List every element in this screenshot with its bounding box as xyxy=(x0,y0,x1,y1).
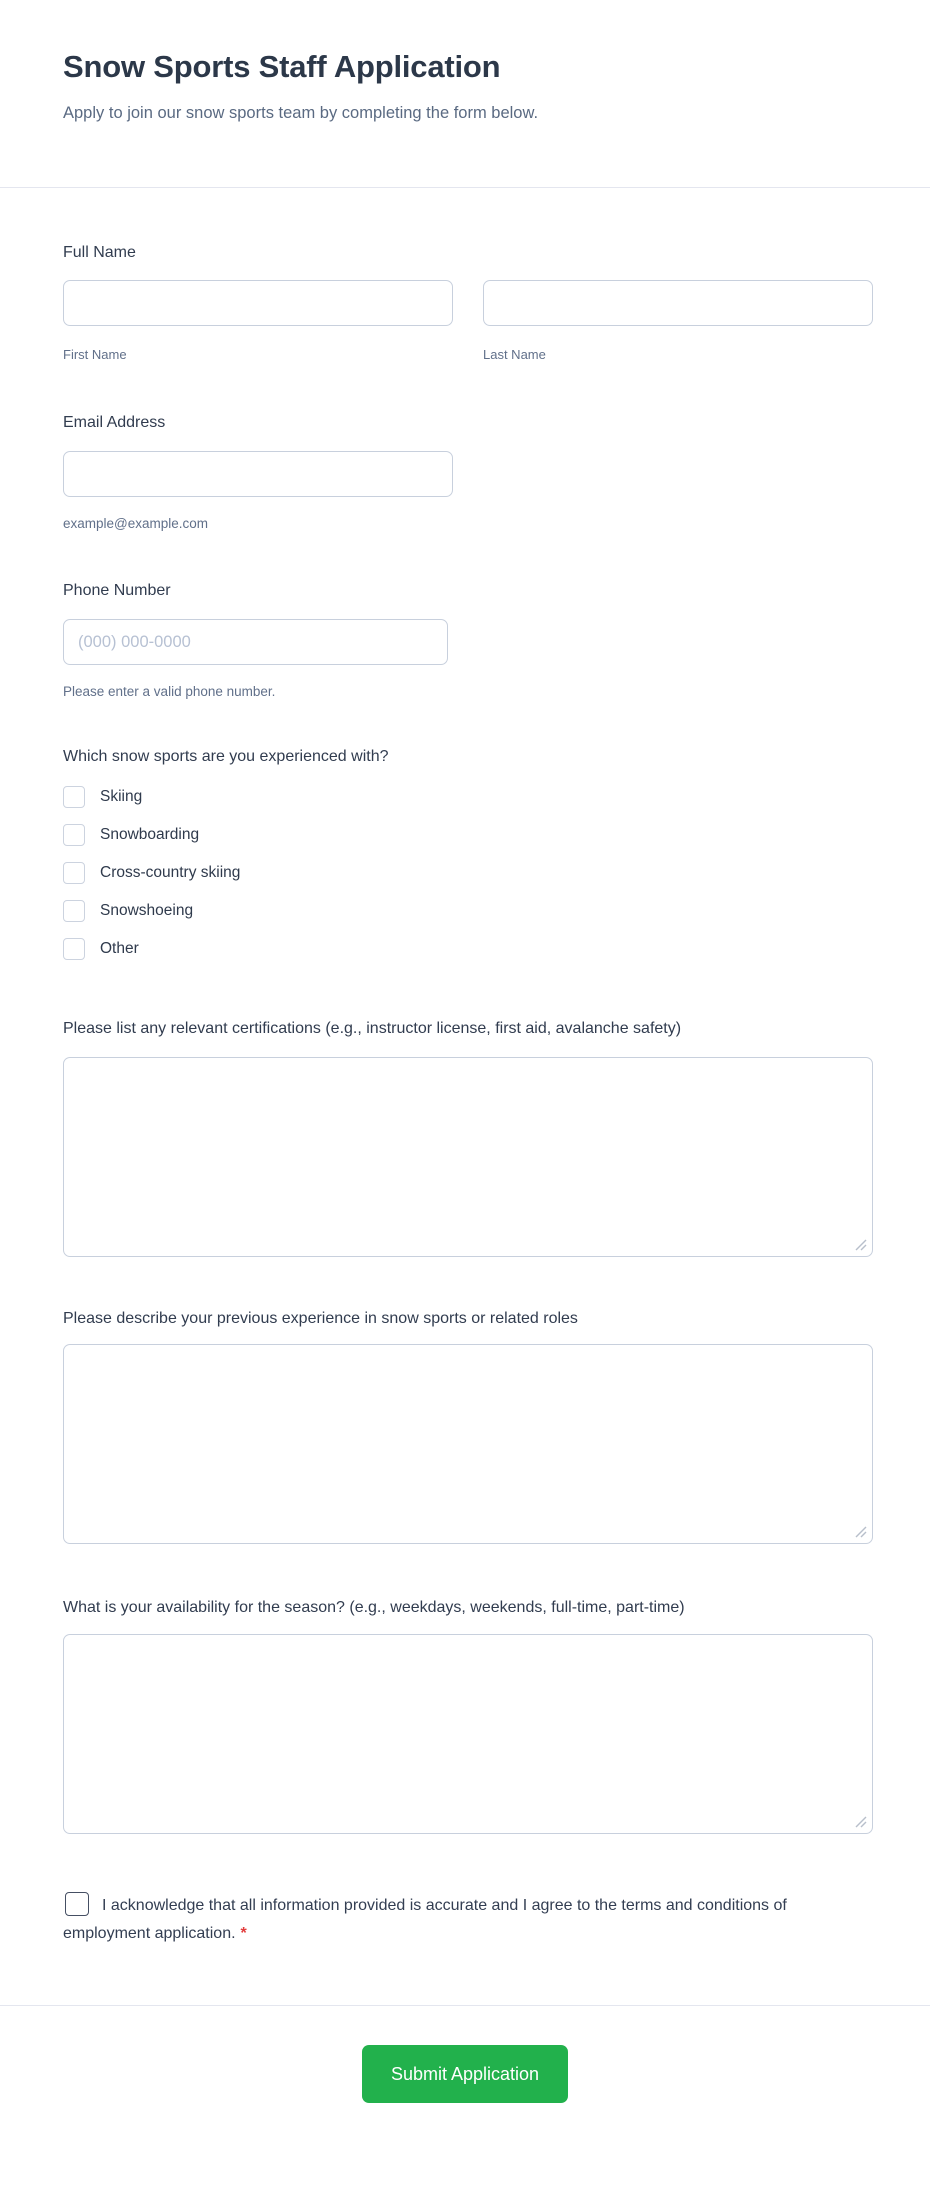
skiing-checkbox[interactable] xyxy=(63,786,85,808)
cross-country-checkbox[interactable] xyxy=(63,862,85,884)
certifications-textarea[interactable] xyxy=(63,1057,873,1257)
last-name-input[interactable] xyxy=(483,280,873,326)
question-snow-sports xyxy=(63,747,873,960)
question-certifications xyxy=(63,1017,873,1257)
availability-label: What is your availability for the season? (e.g., weekdays, weekends, full-time, part-time) xyxy=(63,1599,685,1616)
first-name-sublabel: First Name xyxy=(63,347,127,362)
snowboarding-label: Snowboarding xyxy=(100,826,200,843)
certifications-label: Please list any relevant certifications (e.g., instructor license, first aid, avalanche safety) xyxy=(63,1020,682,1037)
submit-application-button[interactable]: Submit Application xyxy=(362,2045,568,2103)
form-body xyxy=(0,243,873,1948)
acknowledgment-checkbox[interactable] xyxy=(65,1892,89,1916)
checkbox-row-cross-country[interactable] xyxy=(63,862,873,884)
required-asterisk: * xyxy=(240,1925,247,1942)
other-checkbox[interactable] xyxy=(63,938,85,960)
email-label: Email Address xyxy=(63,414,166,431)
snow-sports-options xyxy=(63,786,873,960)
phone-helper-text: Please enter a valid phone number. xyxy=(63,684,276,699)
email-helper-text: example@example.com xyxy=(63,516,209,531)
question-full-name xyxy=(63,243,873,363)
checkbox-row-other[interactable] xyxy=(63,938,873,960)
page-subtitle: Apply to join our snow sports team by completing the form below. xyxy=(63,104,539,122)
snow-sports-label: Which snow sports are you experienced with? xyxy=(63,748,389,765)
question-acknowledgment xyxy=(63,1892,873,1948)
acknowledgment-label: I acknowledge that all information provided is accurate and I agree to the terms and conditions of employment application. xyxy=(63,1897,787,1942)
email-input[interactable] xyxy=(63,451,453,497)
phone-input[interactable] xyxy=(63,619,448,665)
question-experience xyxy=(63,1309,873,1544)
experience-label: Please describe your previous experience in snow sports or related roles xyxy=(63,1310,578,1327)
snowshoeing-label: Snowshoeing xyxy=(100,902,194,919)
acknowledgment-row[interactable] xyxy=(63,1892,873,1948)
skiing-label: Skiing xyxy=(100,788,143,805)
form-footer xyxy=(0,2006,930,2153)
form-header xyxy=(0,0,930,188)
cross-country-label: Cross-country skiing xyxy=(100,864,241,881)
last-name-sublabel: Last Name xyxy=(483,347,546,362)
checkbox-row-snowshoeing[interactable] xyxy=(63,900,873,922)
question-email xyxy=(63,413,873,532)
experience-textarea[interactable] xyxy=(63,1344,873,1544)
checkbox-row-skiing[interactable] xyxy=(63,786,873,808)
checkbox-row-snowboarding[interactable] xyxy=(63,824,873,846)
availability-textarea[interactable] xyxy=(63,1634,873,1834)
snowshoeing-checkbox[interactable] xyxy=(63,900,85,922)
other-label: Other xyxy=(100,940,139,957)
phone-label: Phone Number xyxy=(63,582,171,599)
question-availability xyxy=(63,1596,873,1834)
first-name-input[interactable] xyxy=(63,280,453,326)
question-phone xyxy=(63,581,873,700)
snowboarding-checkbox[interactable] xyxy=(63,824,85,846)
full-name-label: Full Name xyxy=(63,244,136,261)
page-title: Snow Sports Staff Application xyxy=(63,49,501,84)
